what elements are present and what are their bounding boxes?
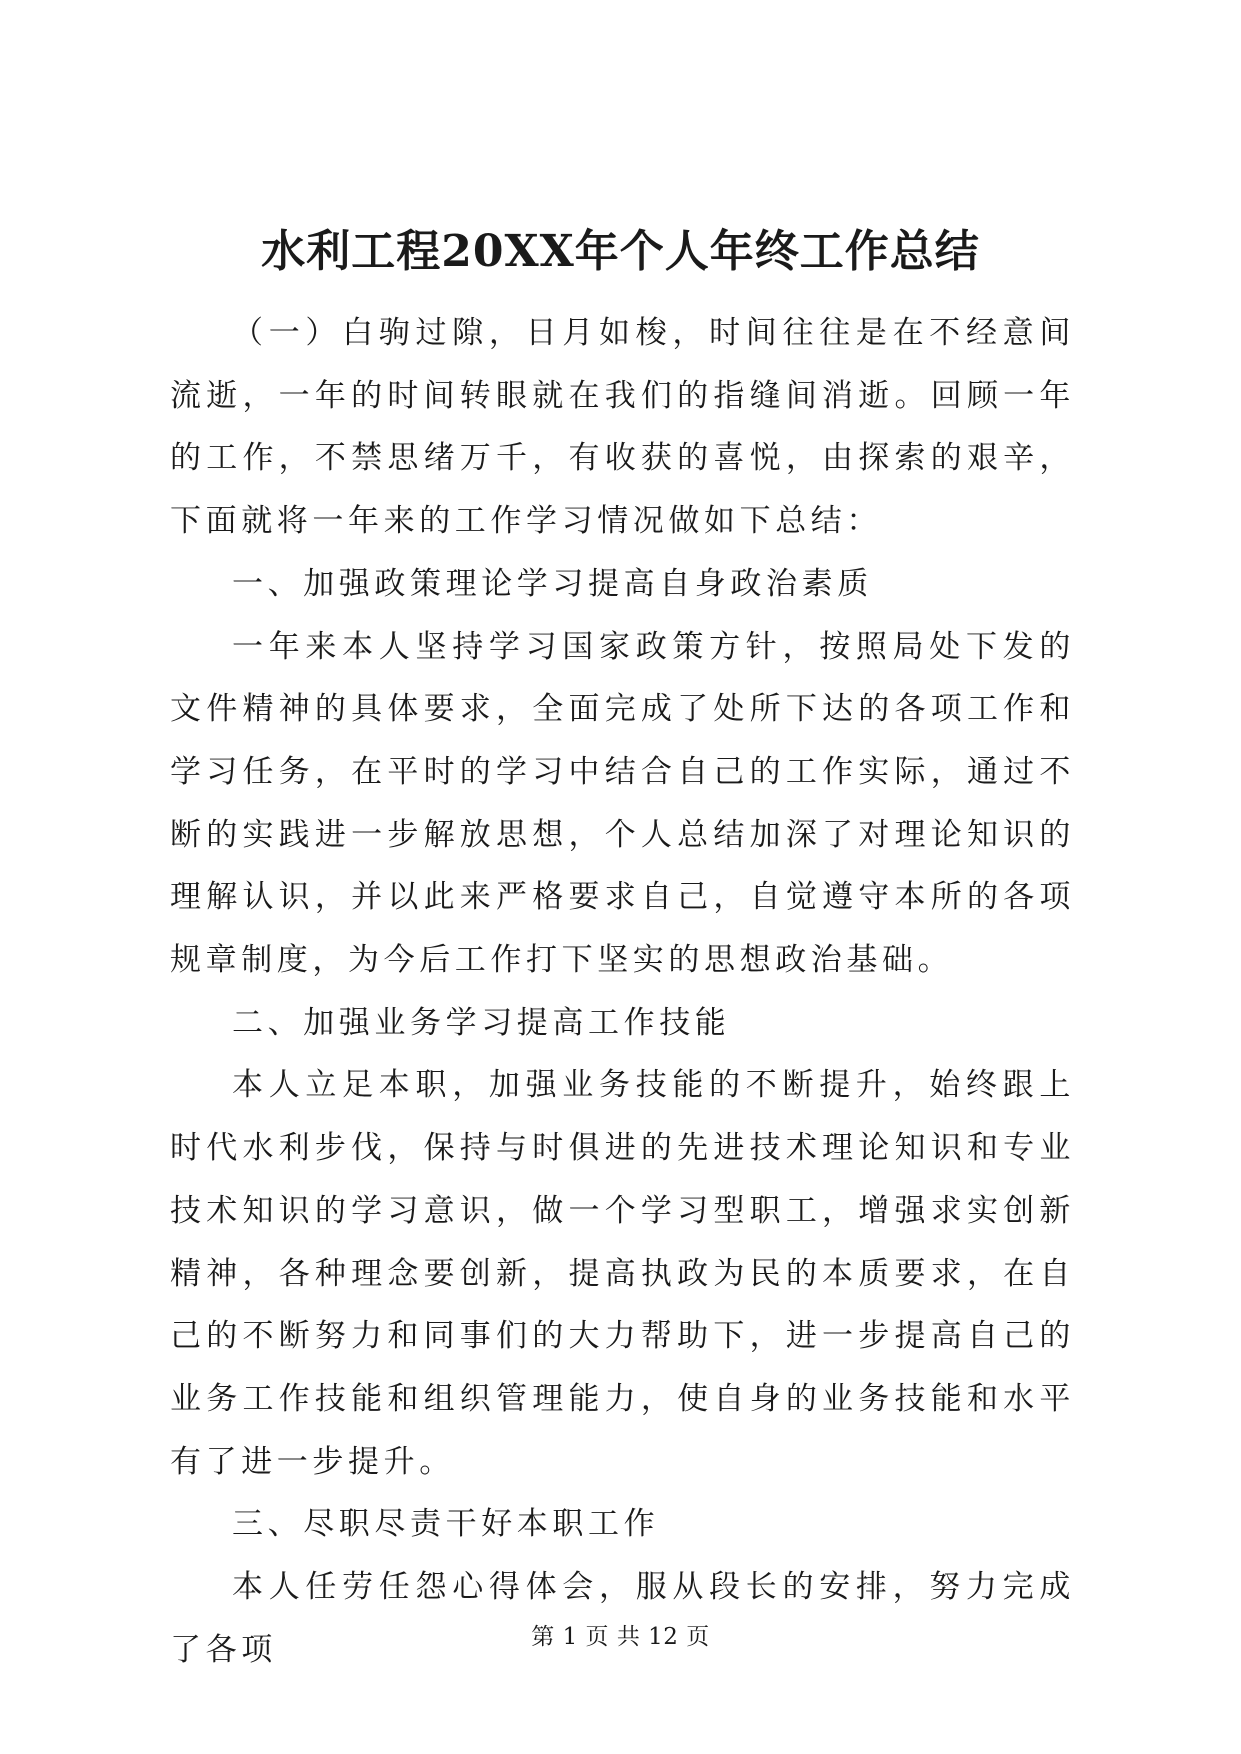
section-heading-1: 一、加强政策理论学习提高自身政治素质	[232, 565, 873, 602]
paragraph-section-2: 本人立足本职，加强业务技能的不断提升，始终跟上时代水利步伐，保持与时俱进的先进技术理论知识和专业技术知识的学习意识，做一个学习型职工，增强求实创新精神，各种理念要创新，提高执政为民的本质要求，在自己的不断努力和同事们的大力帮助下，进一步提高自己的业务工作技能和组织管理能力，使自身的业务技能和水平有了进一步提升。	[170, 1067, 1075, 1480]
section-heading-3: 三、尽职尽责干好本职工作	[232, 1506, 660, 1543]
paragraph-section-1: 一年来本人坚持学习国家政策方针，按照局处下发的文件精神的具体要求，全面完成了处所下达的各项工作和学习任务，在平时的学习中结合自己的工作实际，通过不断的实践进一步解放思想，个人总结加深了对理论知识的理解认识，并以此来严格要求自己，自觉遵守本所的各项规章制度，为今后工作打下坚实的思想政治基础。	[170, 628, 1075, 979]
paragraph-intro: （一）白驹过隙，日月如梭，时间往往是在不经意间流逝，一年的时间转眼就在我们的指缝间消逝。回顾一年的工作，不禁思绪万千，有收获的喜悦，由探索的艰辛，下面就将一年来的工作学习情况做如下总结：	[170, 315, 1075, 540]
paragraph-section-3: 本人任劳任怨心得体会，服从段长的安排，努力完成了各项	[170, 1569, 1075, 1668]
document-body	[170, 302, 1075, 1681]
page-footer: 第 1 页 共 12 页	[531, 1624, 710, 1650]
section-heading-2: 二、加强业务学习提高工作技能	[232, 1004, 731, 1041]
document-title: 水利工程20XX年个人年终工作总结	[261, 226, 980, 277]
